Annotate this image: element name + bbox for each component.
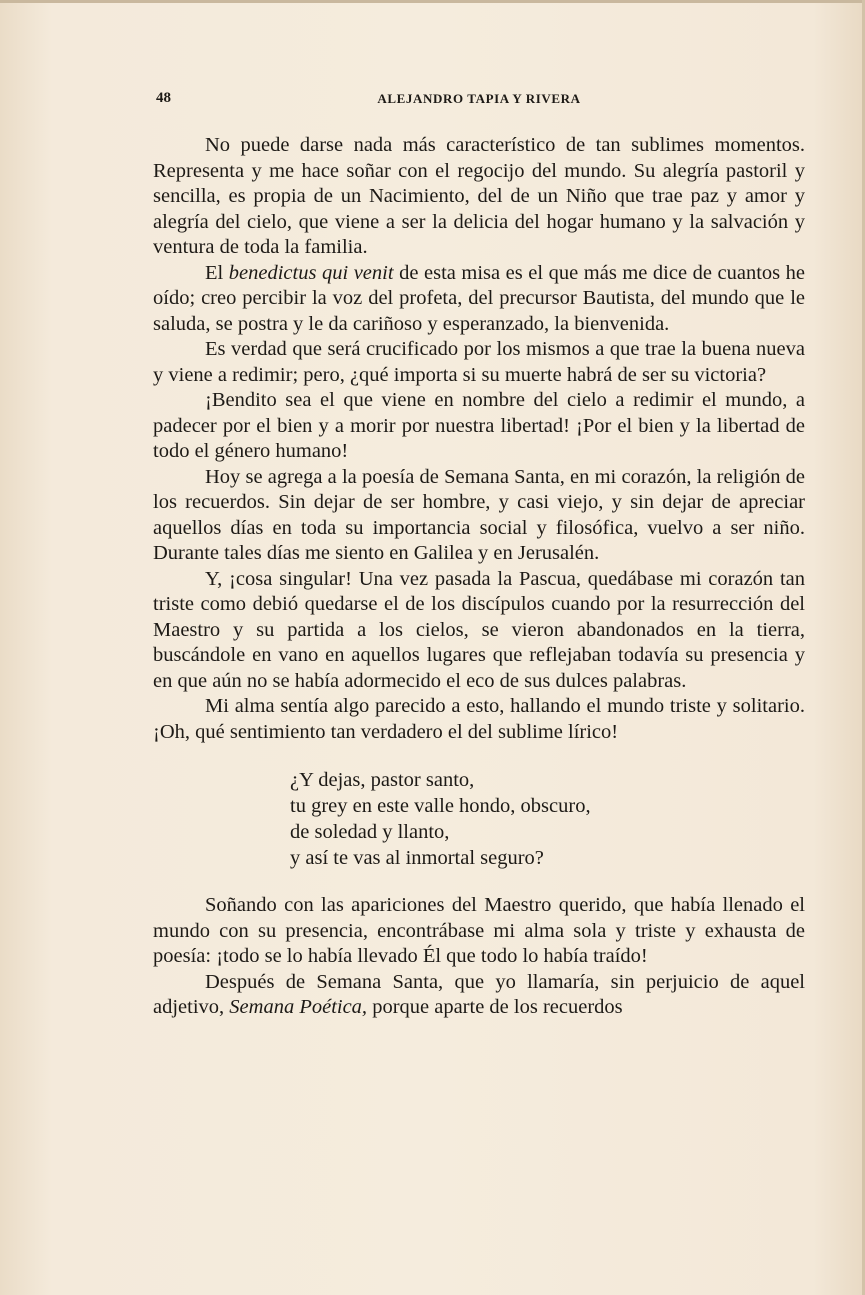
- paragraph: Es verdad que será crucificado por los mismos a que trae la buena nueva y viene a redimir; pero, ¿qué importa si su muerte habrá de ser su victoria?: [153, 338, 805, 386]
- verse-line: y así te vas al inmortal seguro?: [290, 847, 544, 869]
- paragraph-text: porque aparte de los recuerdos: [367, 996, 623, 1018]
- body-text: [153, 133, 805, 1021]
- verse-quote: [290, 767, 805, 871]
- italic-text: Semana Poética,: [229, 996, 368, 1018]
- verse-line: tu grey en este valle hondo, obscuro,: [290, 795, 591, 817]
- paragraph-text: de esta misa es el que más me dice de cuantos he oído; creo percibir la voz del profeta, del precursor Bautista, del mundo que le saluda, se postra y le da cariñoso y esperanzado, la bienvenida.: [153, 261, 806, 335]
- paragraph: ¡Bendito sea el que viene en nombre del cielo a redimir el mundo, a padecer por el bien y a morir por nuestra libertad! ¡Por el bien y la libertad de todo el género humano!: [153, 389, 805, 462]
- italic-text: benedictus qui venit: [228, 261, 394, 284]
- paragraph: Y, ¡cosa singular! Una vez pasada la Pascua, quedábase mi corazón tan triste como debió quedarse el de los discípulos cuando por la resurrección del Maestro y su partida a los cielos, se vieron abandonados en la tierra, buscándole en vano en aquellos lugares que reflejaban todavía su presencia y en que aún no se había adormecido el eco de sus dulces palabras.: [153, 567, 805, 692]
- paragraph-text: Después de Semana Santa, que yo llamaría, sin perjuicio de aquel adjetivo,: [153, 970, 805, 1018]
- paragraph: Mi alma sentía algo parecido a esto, hallando el mundo triste y solitario. ¡Oh, qué sentimiento tan verdadero el del sublime lírico!: [153, 695, 805, 743]
- paragraph: [153, 261, 805, 338]
- paragraph: Soñando con las apariciones del Maestro querido, que había llenado el mundo con su presencia, encontrábase mi alma sola y triste y exhausta de poesía: ¡todo se lo había llevado Él que todo lo había traído!: [153, 894, 805, 967]
- paragraph: [153, 970, 805, 1021]
- paragraph: No puede darse nada más característico de tan sublimes momentos. Representa y me hace soñar con el regocijo del mundo. Su alegría pastoril y sencilla, es propia de un Nacimiento, del de un Niño que trae paz y amor y alegría del cielo, que viene a ser la delicia del hogar humano y la salvación y ventura de toda la familia.: [153, 134, 805, 258]
- verse-line: ¿Y dejas, pastor santo,: [290, 769, 475, 791]
- page-top-edge: [0, 0, 865, 3]
- page-header: [153, 90, 805, 110]
- running-head: ALEJANDRO TAPIA Y RIVERA: [377, 91, 581, 106]
- page-number: 48: [156, 90, 171, 106]
- paragraph-text: El: [205, 261, 229, 284]
- verse-line: de soledad y llanto,: [290, 821, 450, 843]
- paragraph: Hoy se agrega a la poesía de Semana Santa, en mi corazón, la religión de los recuerdos. Sin dejar de ser hombre, y casi viejo, y sin dejar de apreciar aquellos días en toda su importancia social y filosófica, vuelvo a ser niño. Durante tales días me siento en Galilea y en Jerusalén.: [153, 465, 805, 564]
